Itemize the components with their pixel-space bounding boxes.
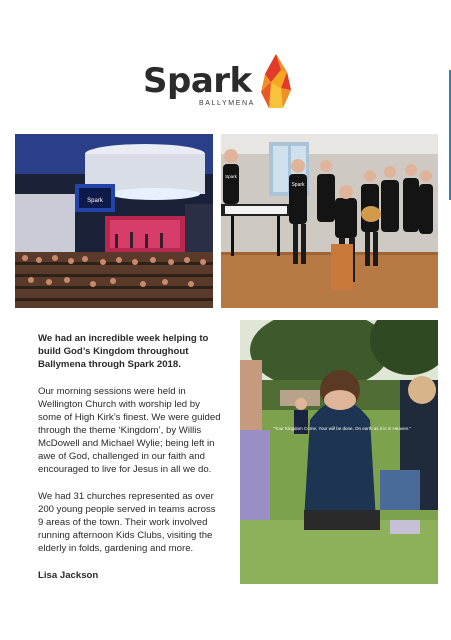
shirt-verse-text: "Your Kingdom Come, Your will be done, On earth as it is in Heaven." <box>273 426 411 431</box>
svg-text:Spark: Spark <box>291 182 305 188</box>
svg-text:Spark: Spark <box>225 174 237 179</box>
article-headline: We had an incredible week helping to build God’s Kingdom throughout Ballymena through Spark 2018. <box>38 333 209 370</box>
article-paragraph: We had 31 churches represented as over 200 young people served in teams across 9 areas of the town. Their work involved running afternoon Kids Clubs, visiting the elderly in folds, gardening and more. <box>38 491 216 554</box>
article-paragraph: Our morning sessions were held in Wellington Church with worship led by some of High Kirk’s finest. We were guided through the theme ‘Kingdom’, by Willis McDowell and Michael Wylie; being left in awe of God, challenged in our faith and encouraged to live for Jesus in all we do. <box>38 386 221 475</box>
flame-icon <box>257 52 295 112</box>
article-author: Lisa Jackson <box>38 570 99 581</box>
article-body <box>38 332 230 582</box>
church-worship-photo <box>15 134 213 308</box>
logo-wordmark: Spark <box>143 61 252 101</box>
kids-club-photo <box>240 320 438 584</box>
logo-subtitle: BALLYMENA <box>199 100 255 107</box>
spark-logo <box>143 52 303 116</box>
worship-band-photo <box>221 134 438 308</box>
svg-text:Spark: Spark <box>87 198 103 204</box>
